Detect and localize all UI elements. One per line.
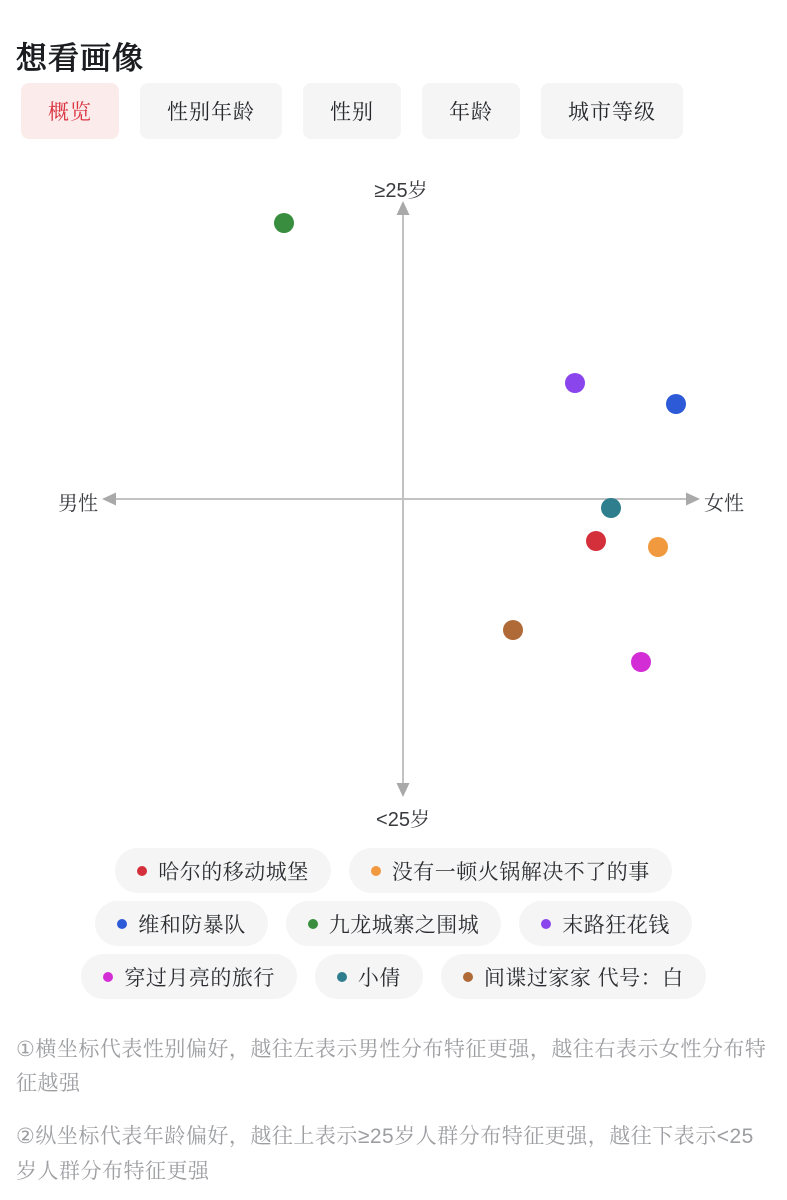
axis-label-top: ≥25岁 xyxy=(374,180,428,202)
axis-label-left: 男性 xyxy=(58,493,98,515)
legend-item-label: 哈尔的移动城堡 xyxy=(158,860,309,884)
scatter-point-5[interactable] xyxy=(631,652,651,672)
legend-color-dot-icon xyxy=(103,972,113,982)
legend-item-label: 九龙城寨之围城 xyxy=(328,913,480,937)
down-arrow-icon xyxy=(397,783,410,797)
footnote-y-axis: ②纵坐标代表年龄偏好，越往上表示≥25岁人群分布特征更强，越往下表示<25岁人群分布特征更强 xyxy=(16,1125,754,1183)
legend-item-label: 维和防暴队 xyxy=(138,913,246,937)
legend-item-label: 末路狂花钱 xyxy=(562,913,670,937)
tab-0[interactable]: 概览 xyxy=(21,83,119,139)
legend-item[interactable] xyxy=(286,901,502,946)
legend-item[interactable] xyxy=(315,954,423,999)
legend-color-dot-icon xyxy=(308,919,318,929)
scatter-point-4[interactable] xyxy=(565,373,585,393)
up-arrow-icon xyxy=(397,201,410,215)
legend-item[interactable] xyxy=(115,848,331,893)
footnote-x-axis: ①横坐标代表性别偏好，越往左表示男性分布特征更强，越往右表示女性分布特征越强 xyxy=(16,1038,767,1096)
legend-item-label: 穿过月亮的旅行 xyxy=(124,966,275,990)
legend-item[interactable] xyxy=(81,954,297,999)
legend-color-dot-icon xyxy=(371,866,381,876)
chart-legend xyxy=(0,848,787,999)
legend-row-2 xyxy=(81,954,705,999)
tab-4[interactable]: 城市等级 xyxy=(541,83,683,139)
legend-item-label: 小倩 xyxy=(357,966,401,990)
right-arrow-icon xyxy=(686,493,700,506)
scatter-point-0[interactable] xyxy=(586,531,606,551)
scatter-point-1[interactable] xyxy=(648,537,668,557)
scatter-point-6[interactable] xyxy=(601,498,621,518)
legend-color-dot-icon xyxy=(337,972,347,982)
legend-item-label: 没有一顿火锅解决不了的事 xyxy=(391,860,650,884)
scatter-point-2[interactable] xyxy=(666,394,686,414)
legend-item[interactable] xyxy=(95,901,268,946)
axis-label-bottom: <25岁 xyxy=(376,809,430,831)
scatter-point-3[interactable] xyxy=(274,213,294,233)
legend-color-dot-icon xyxy=(541,919,551,929)
legend-row-1 xyxy=(95,901,692,946)
left-arrow-icon xyxy=(102,493,116,506)
footnotes xyxy=(16,1033,774,1200)
scatter-point-7[interactable] xyxy=(503,620,523,640)
legend-row-0 xyxy=(115,848,672,893)
legend-color-dot-icon xyxy=(137,866,147,876)
legend-item[interactable] xyxy=(441,954,706,999)
legend-item-label: 间谍过家家 代号：白 xyxy=(483,966,684,990)
axis-label-right: 女性 xyxy=(704,493,744,515)
legend-color-dot-icon xyxy=(117,919,127,929)
legend-item[interactable] xyxy=(519,901,692,946)
page-title: 想看画像 xyxy=(16,40,144,76)
tab-3[interactable]: 年龄 xyxy=(422,83,520,139)
tab-2[interactable]: 性别 xyxy=(303,83,401,139)
tab-1[interactable]: 性别年龄 xyxy=(140,83,282,139)
legend-color-dot-icon xyxy=(463,972,473,982)
legend-item[interactable] xyxy=(349,848,672,893)
